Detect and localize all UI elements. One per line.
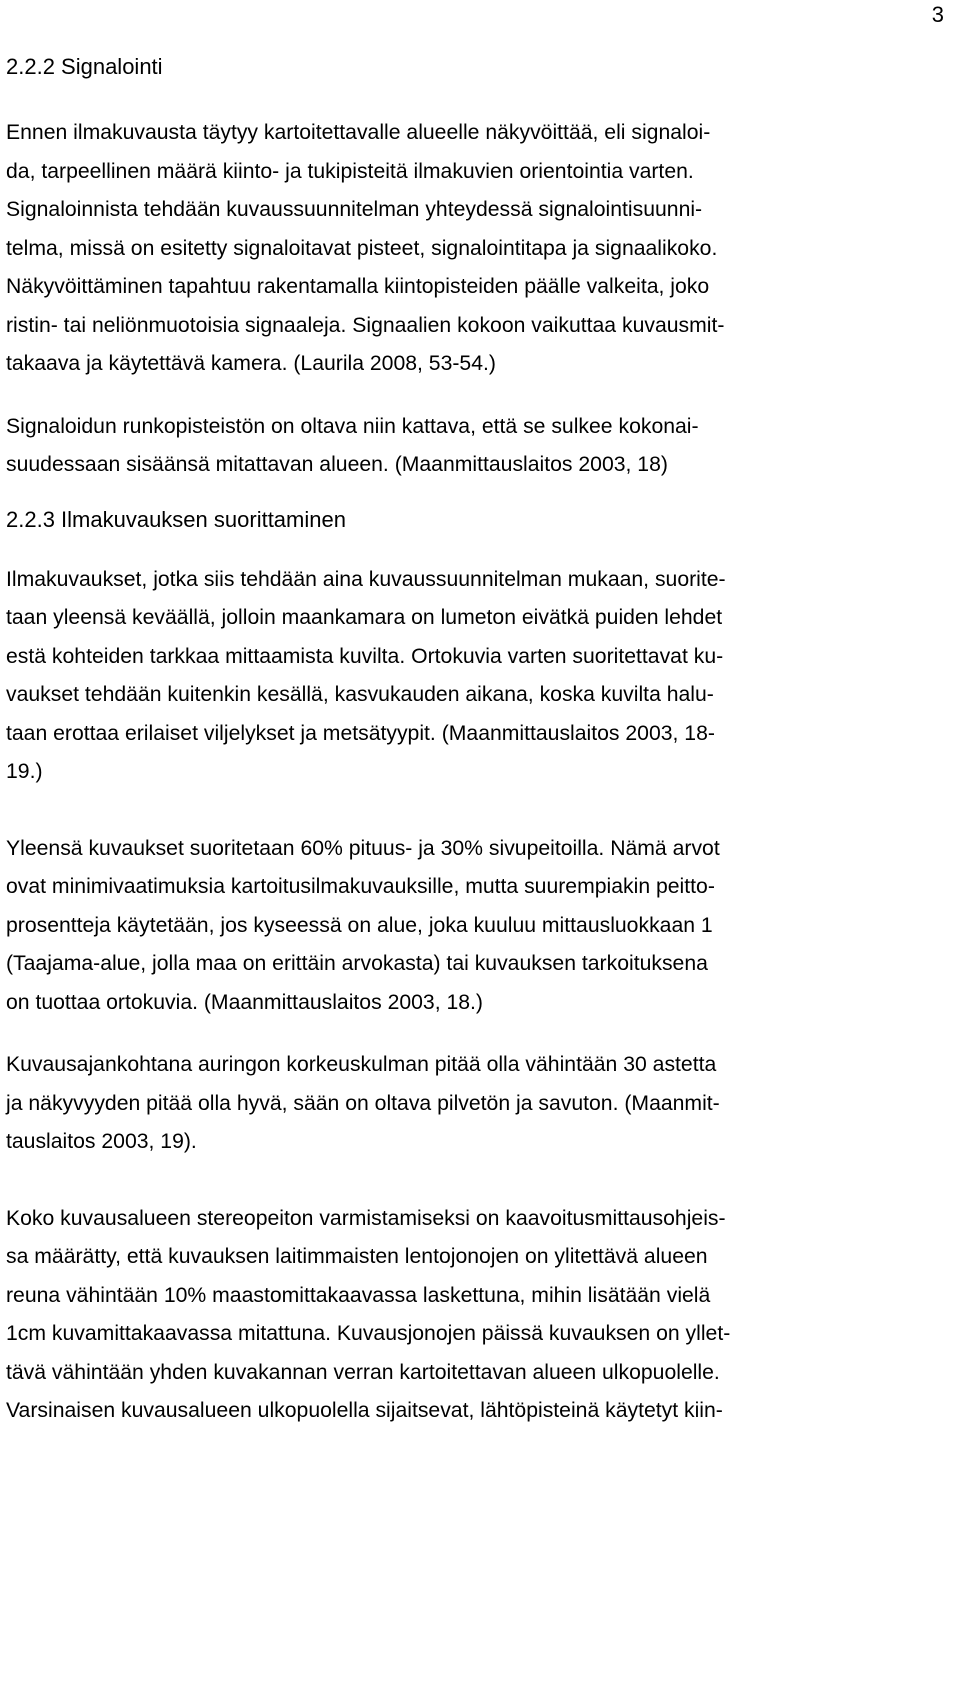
text-line: Koko kuvausalueen stereopeiton varmistamiseksi on kaavoitusmittausohjeis- — [6, 1206, 726, 1230]
section-heading-ilmakuvaus: 2.2.3 Ilmakuvauksen suorittaminen — [6, 506, 346, 532]
paragraph — [6, 561, 888, 792]
text-line: ja näkyvyyden pitää olla hyvä, sään on oltava pilvetön ja savuton. (Maanmit- — [6, 1091, 720, 1115]
text-line: suudessaan sisäänsä mitattavan alueen. (Maanmittauslaitos 2003, 18) — [6, 453, 668, 476]
text-line: Ennen ilmakuvausta täytyy kartoitettavalle alueelle näkyvöittää, eli signaloi- — [6, 121, 711, 144]
paragraph — [6, 114, 888, 384]
text-line: ovat minimivaatimuksia kartoitusilmakuvauksille, mutta suurempiakin peitto- — [6, 875, 715, 898]
text-line: 19.) — [6, 760, 43, 783]
paragraph — [6, 1200, 888, 1431]
text-line: Signaloinnista tehdään kuvaussuunnitelman yhteydessä signalointisuunni- — [6, 198, 703, 221]
text-line: Näkyvöittäminen tapahtuu rakentamalla kiintopisteiden päälle valkeita, joko — [6, 275, 710, 298]
text-line: Ilmakuvaukset, jotka siis tehdään aina kuvaussuunnitelman mukaan, suorite- — [6, 567, 726, 591]
text-line: 1cm kuvamittakaavassa mitattuna. Kuvausjonojen päissä kuvauksen on yllet- — [6, 1322, 731, 1345]
text-line: on tuottaa ortokuvia. (Maanmittauslaitos 2003, 18.) — [6, 990, 483, 1014]
paragraph — [6, 408, 888, 485]
text-line: (Taajama-alue, jolla maa on erittäin arvokasta) tai kuvauksen tarkoituksena — [6, 952, 708, 975]
text-line: taan yleensä keväällä, jolloin maankamara on lumeton eivätkä puiden lehdet — [6, 606, 723, 629]
text-line: vaukset tehdään kuitenkin kesällä, kasvukauden aikana, koska kuvilta halu- — [6, 683, 714, 706]
paragraph — [6, 1046, 888, 1162]
text-line: Kuvausajankohtana auringon korkeuskulman pitää olla vähintään 30 astetta — [6, 1053, 717, 1076]
text-line: taan erottaa erilaiset viljelykset ja metsätyypit. (Maanmittauslaitos 2003, 18- — [6, 721, 715, 745]
text-line: telma, missä on esitetty signaloitavat pisteet, signalointitapa ja signaalikoko. — [6, 236, 718, 260]
text-line: Varsinaisen kuvausalueen ulkopuolella sijaitsevat, lähtöpisteinä käytetyt kiin- — [6, 1399, 723, 1422]
page-number: 3 — [931, 2, 944, 27]
text-line: sa määrätty, että kuvauksen laitimmaisten lentojonojen on ylitettävä alueen — [6, 1245, 708, 1268]
text-line: prosentteja käytetään, jos kyseessä on alue, joka kuuluu mittausluokkaan 1 — [6, 913, 713, 937]
text-line: Yleensä kuvaukset suoritetaan 60% pituus- ja 30% sivupeitoilla. Nämä arvot — [6, 836, 720, 860]
section-heading-signalointi: 2.2.2 Signalointi — [6, 54, 163, 79]
paragraph — [6, 830, 888, 1023]
text-line: Signaloidun runkopisteistön on oltava niin kattava, että se sulkee kokonai- — [6, 414, 699, 438]
document-body — [6, 52, 888, 1431]
text-line: takaava ja käytettävä kamera. (Laurila 2008, 53-54.) — [6, 352, 496, 375]
text-line: tauslaitos 2003, 19). — [6, 1130, 197, 1153]
text-line: ristin- tai neliönmuotoisia signaaleja. Signaalien kokoon vaikuttaa kuvausmit- — [6, 313, 725, 337]
text-line: da, tarpeellinen määrä kiinto- ja tukipisteitä ilmakuvien orientointia varten. — [6, 159, 694, 183]
text-line: tävä vähintään yhden kuvakannan verran kartoitettavan alueen ulkopuolelle. — [6, 1360, 720, 1384]
text-line: estä kohteiden tarkkaa mittaamista kuvilta. Ortokuvia varten suoritettavat ku- — [6, 644, 724, 668]
text-line: reuna vähintään 10% maastomittakaavassa laskettuna, mihin lisätään vielä — [6, 1283, 711, 1307]
